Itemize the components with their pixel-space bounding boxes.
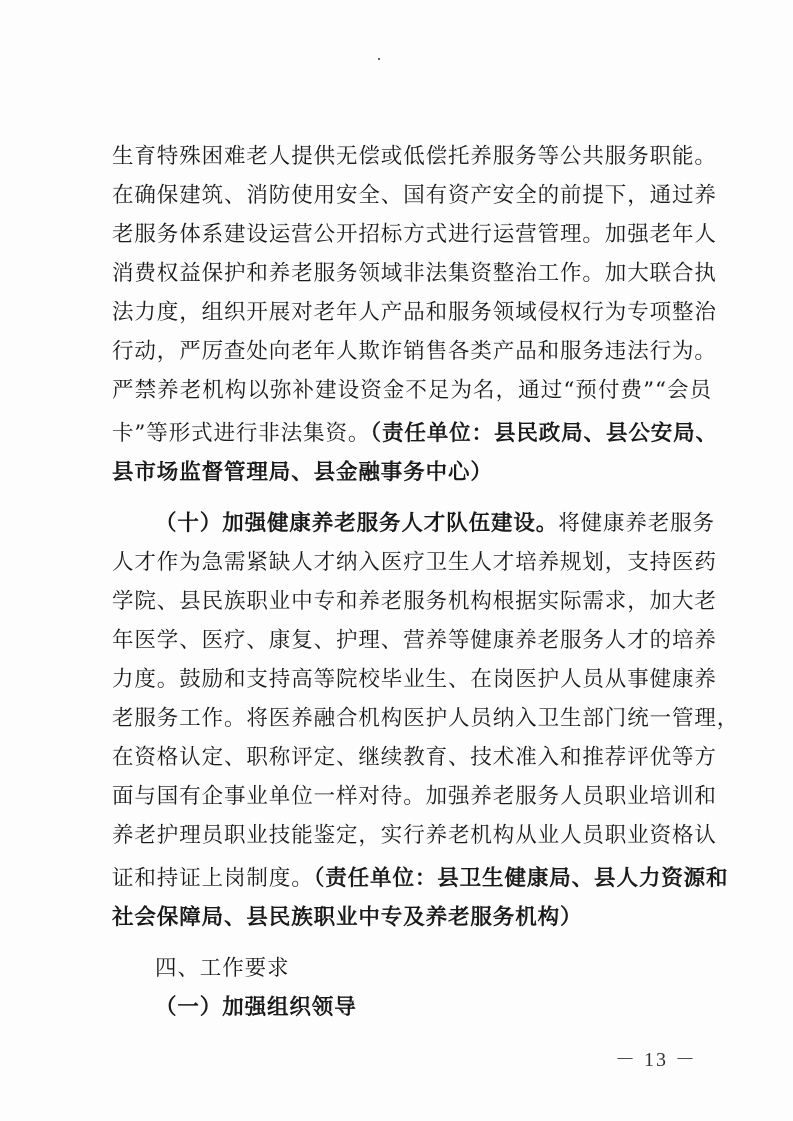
- body-line: 在确保建筑、消防使用安全、国有资产安全的前提下，通过养: [112, 183, 717, 208]
- body-line: 严禁养老机构以弥补建设资金不足为名，通过“预付费”“会员: [112, 378, 712, 403]
- body-line: 年医学、医疗、康复、护理、营养等健康养老服务人才的培养: [112, 628, 717, 653]
- subsection-heading-1: （一）加强组织领导: [155, 995, 357, 1020]
- body-line: 法力度，组织开展对老年人产品和服务领域侵权行为专项整治: [112, 300, 717, 325]
- body-line: 在资格认定、职称评定、继续教育、技术准入和推荐评优等方: [112, 745, 717, 770]
- body-line: 消费权益保护和养老服务领域非法集资整治工作。加大联合执: [112, 261, 717, 286]
- body-line: 力度。鼓励和支持高等院校毕业生、在岗医护人员从事健康养: [112, 667, 717, 692]
- body-line: 行动，严厉查处向老年人欺诈销售各类产品和服务违法行为。: [112, 339, 717, 364]
- body-text: 将健康养老服务: [558, 511, 716, 536]
- page-number: － 13 －: [615, 1049, 697, 1071]
- body-line: 面与国有企事业单位一样对待。加强养老服务人员职业培训和: [112, 784, 717, 809]
- section-heading-4: 四、工作要求: [155, 956, 290, 981]
- scan-speck: [378, 58, 380, 60]
- body-line: 养老护理员职业技能鉴定，实行养老机构从业人员职业资格认: [112, 823, 717, 848]
- responsibility-note: （责任单位：县卫生健康局、县人力资源和: [313, 866, 729, 891]
- section-heading: （十）加强健康养老服务人才队伍建设。: [155, 511, 559, 536]
- responsibility-note-continued: 县市场监督管理局、县金融事务中心）: [112, 460, 493, 485]
- body-line: 老服务体系建设运营公开招标方式进行运营管理。加强老年人: [112, 222, 717, 247]
- body-line: 老服务工作。将医养融合机构医护人员纳入卫生部门统一管理，: [112, 706, 740, 731]
- section-10-line: [155, 511, 716, 537]
- body-line: 人才作为急需紧缺人才纳入医疗卫生人才培养规划，支持医药: [112, 550, 717, 575]
- body-line: 学院、县民族职业中专和养老服务机构根据实际需求，加大老: [112, 589, 717, 614]
- responsibility-note: （责任单位：县民政局、县公安局、: [370, 421, 718, 446]
- responsibility-note-continued: 社会保障局、县民族职业中专及养老服务机构）: [112, 905, 583, 930]
- body-line-mixed: [112, 421, 718, 447]
- body-text: 卡”等形式进行非法集资。: [112, 421, 371, 446]
- body-line-mixed: [112, 866, 729, 892]
- body-text: 证和持证上岗制度。: [112, 866, 314, 891]
- body-line: 生育特殊困难老人提供无偿或低偿托养服务等公共服务职能。: [112, 144, 717, 169]
